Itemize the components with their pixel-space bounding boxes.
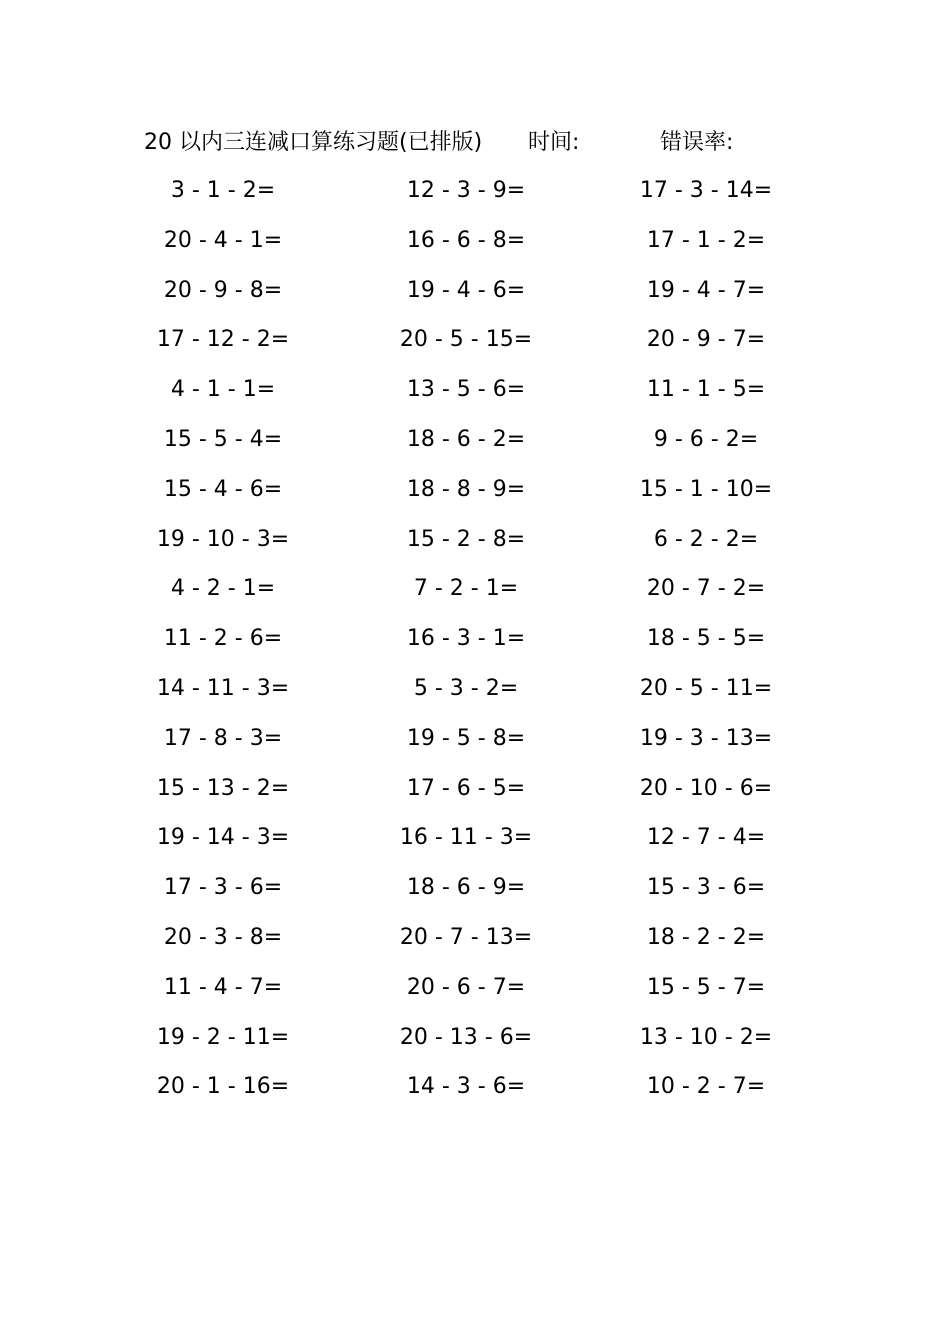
problem-item: 11 - 4 - 7= <box>163 974 283 1000</box>
worksheet-header <box>0 126 950 160</box>
problem-item: 20 - 7 - 2= <box>646 576 766 602</box>
problem-item: 17 - 1 - 2= <box>646 227 766 253</box>
problem-row <box>0 223 950 273</box>
problem-item: 17 - 8 - 3= <box>163 725 283 751</box>
problem-item: 12 - 3 - 9= <box>406 178 526 203</box>
problem-item: 14 - 11 - 3= <box>156 675 290 701</box>
problem-item: 15 - 1 - 10= <box>639 476 773 502</box>
problem-row <box>0 571 950 621</box>
problem-item: 20 - 6 - 7= <box>406 974 526 1000</box>
problem-item: 20 - 7 - 13= <box>399 924 533 950</box>
problem-row <box>0 970 950 1020</box>
problem-item: 10 - 2 - 7= <box>646 1074 766 1100</box>
problem-grid <box>0 173 950 1119</box>
problem-item: 20 - 3 - 8= <box>163 924 283 950</box>
problem-item: 15 - 5 - 4= <box>163 426 283 452</box>
problem-item: 20 - 13 - 6= <box>399 1024 533 1050</box>
problem-item: 13 - 10 - 2= <box>639 1024 773 1050</box>
problem-row <box>0 522 950 572</box>
problem-item: 17 - 12 - 2= <box>156 327 290 353</box>
problem-item: 5 - 3 - 2= <box>413 675 519 701</box>
problem-row <box>0 671 950 721</box>
time-label: 时间: <box>528 130 580 155</box>
problem-row <box>0 1020 950 1070</box>
problem-item: 19 - 5 - 8= <box>406 725 526 751</box>
problem-item: 19 - 3 - 13= <box>639 725 773 751</box>
problem-row <box>0 1069 950 1119</box>
problem-item: 20 - 5 - 15= <box>399 327 533 353</box>
problem-item: 20 - 10 - 6= <box>639 775 773 801</box>
problem-row <box>0 273 950 323</box>
problem-item: 19 - 14 - 3= <box>156 825 290 851</box>
problem-item: 9 - 6 - 2= <box>653 426 759 452</box>
problem-row <box>0 372 950 422</box>
problem-item: 19 - 2 - 11= <box>156 1024 290 1050</box>
problem-item: 11 - 2 - 6= <box>163 626 283 652</box>
problem-item: 20 - 4 - 1= <box>163 227 283 253</box>
problem-item: 6 - 2 - 2= <box>653 526 759 552</box>
problem-item: 11 - 1 - 5= <box>646 377 766 403</box>
problem-row <box>0 771 950 821</box>
problem-item: 15 - 13 - 2= <box>156 775 290 801</box>
error-rate-label: 错误率: <box>660 130 734 155</box>
problem-item: 17 - 3 - 14= <box>639 178 773 203</box>
problem-item: 15 - 3 - 6= <box>646 875 766 901</box>
problem-row <box>0 322 950 372</box>
problem-item: 18 - 5 - 5= <box>646 626 766 652</box>
problem-item: 4 - 2 - 1= <box>170 576 276 602</box>
problem-item: 20 - 5 - 11= <box>639 675 773 701</box>
problem-row <box>0 721 950 771</box>
problem-item: 3 - 1 - 2= <box>170 178 276 203</box>
problem-item: 16 - 3 - 1= <box>406 626 526 652</box>
problem-item: 4 - 1 - 1= <box>170 377 276 403</box>
problem-item: 18 - 6 - 2= <box>406 426 526 452</box>
problem-item: 17 - 6 - 5= <box>406 775 526 801</box>
problem-item: 20 - 9 - 8= <box>163 277 283 303</box>
problem-item: 16 - 11 - 3= <box>399 825 533 851</box>
problem-item: 19 - 4 - 6= <box>406 277 526 303</box>
problem-item: 20 - 9 - 7= <box>646 327 766 353</box>
problem-item: 18 - 2 - 2= <box>646 924 766 950</box>
problem-row <box>0 472 950 522</box>
problem-item: 18 - 8 - 9= <box>406 476 526 502</box>
problem-item: 15 - 4 - 6= <box>163 476 283 502</box>
problem-row <box>0 173 950 223</box>
problem-row <box>0 422 950 472</box>
worksheet-title: 20 以内三连减口算练习题(已排版) <box>144 130 483 155</box>
problem-item: 17 - 3 - 6= <box>163 875 283 901</box>
problem-item: 15 - 2 - 8= <box>406 526 526 552</box>
problem-row <box>0 870 950 920</box>
problem-item: 12 - 7 - 4= <box>646 825 766 851</box>
problem-item: 19 - 4 - 7= <box>646 277 766 303</box>
problem-item: 18 - 6 - 9= <box>406 875 526 901</box>
problem-item: 7 - 2 - 1= <box>413 576 519 602</box>
problem-item: 14 - 3 - 6= <box>406 1074 526 1100</box>
problem-item: 15 - 5 - 7= <box>646 974 766 1000</box>
problem-item: 19 - 10 - 3= <box>156 526 290 552</box>
problem-item: 20 - 1 - 16= <box>156 1074 290 1100</box>
problem-row <box>0 820 950 870</box>
problem-item: 13 - 5 - 6= <box>406 377 526 403</box>
problem-row <box>0 920 950 970</box>
problem-row <box>0 621 950 671</box>
problem-item: 16 - 6 - 8= <box>406 227 526 253</box>
